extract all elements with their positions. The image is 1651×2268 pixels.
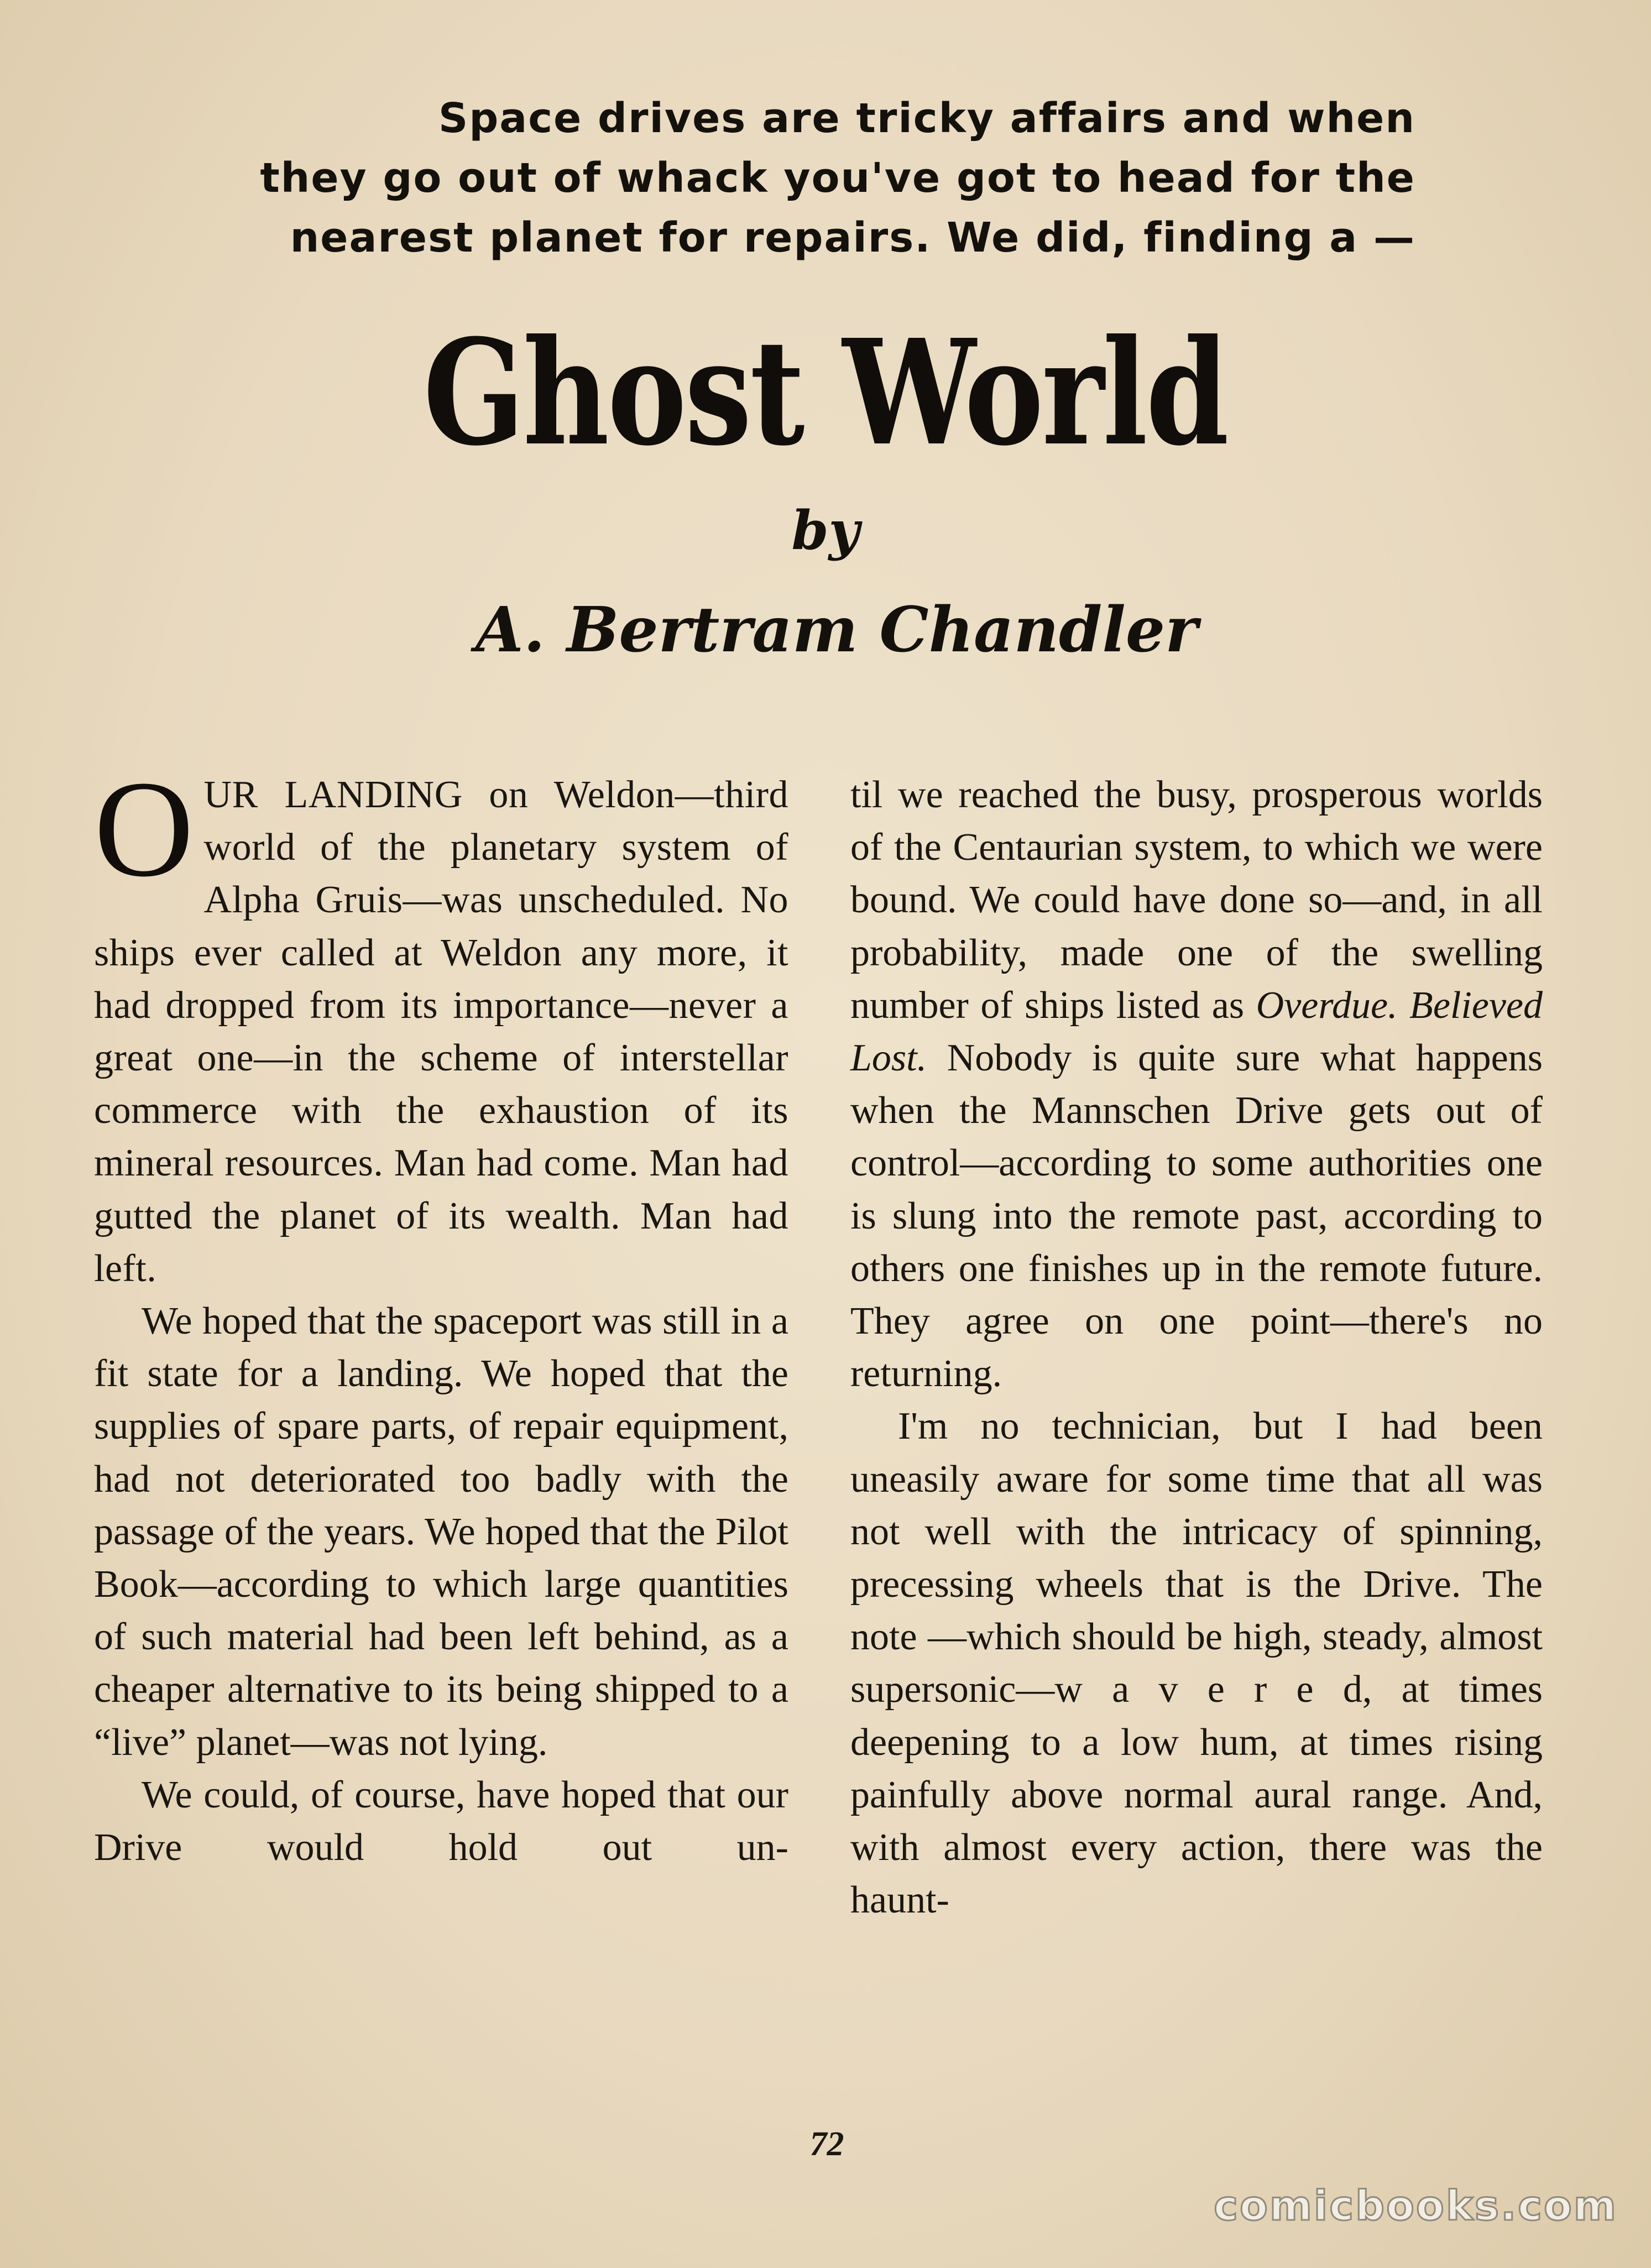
paragraph-text: UR LANDING on Weldon—third world of the planetary system of Alpha Gruis—was unscheduled. No ships ever called at Weldon any more, it had dropped from its importance—never a great one—in the scheme of interstellar commerce with the exhaustion of its mineral resources. Man had come. Man had gutted the planet of its wealth. Man had left.	[94, 774, 788, 1290]
page-number: 72	[809, 2125, 844, 2163]
byline-by: by	[791, 499, 860, 562]
left-column	[94, 752, 788, 1874]
author-name: A. Bertram Chandler	[475, 594, 1198, 666]
teaser-line-2: they go out of whack you've got to head for the	[260, 154, 1415, 202]
paragraph	[94, 752, 788, 1295]
story-teaser	[210, 88, 1415, 268]
story-title: Ghost World	[423, 307, 1227, 478]
teaser-line-1: Space drives are tricky affairs and when	[438, 95, 1415, 142]
italic-phrase: Overdue. Believed Lost.	[850, 984, 1543, 1080]
paragraph: We could, of course, have hoped that our Drive would hold out un-	[94, 1773, 788, 1869]
paragraph: I'm no technician, but I had been uneasily aware for some time that all was not well with the intricacy of spinning, precessing wheels that is the Drive. The note —which should be high, steady, almost supersonic—w a v e r e d, at times deepening to a low hum, at times rising painfully above normal aural range. And, with almost every action, there was the haunt-	[850, 1405, 1543, 1922]
teaser-line-3: nearest planet for repairs. We did, finding a —	[290, 214, 1415, 262]
right-column	[850, 769, 1543, 1926]
paragraph-text: til we reached the busy, prosperous worlds of the Centaurian system, to which we were bound. We could have done so—and, in all probability, made one of the swelling number of ships listed as	[850, 774, 1543, 1027]
watermark: comicbooks.com	[1214, 2182, 1618, 2230]
paragraph: We hoped that the spaceport was still in a fit state for a landing. We hoped that the supplies of spare parts, of repair equipment, had not deteriorated too badly with the passage of the years. We hoped that the Pilot Book—according to which large quantities of such material had been left behind, as a cheaper alternative to its being shipped to a “live” planet—was not lying.	[94, 1300, 788, 1764]
paragraph	[850, 769, 1543, 1400]
paragraph-text: Nobody is quite sure what happens when the Mannschen Drive gets out of control—according to some authorities one is slung into the remote past, according to others one finishes up in the remote future. They agree on one point—there's no returning.	[850, 1037, 1543, 1396]
drop-cap: O	[94, 752, 194, 906]
